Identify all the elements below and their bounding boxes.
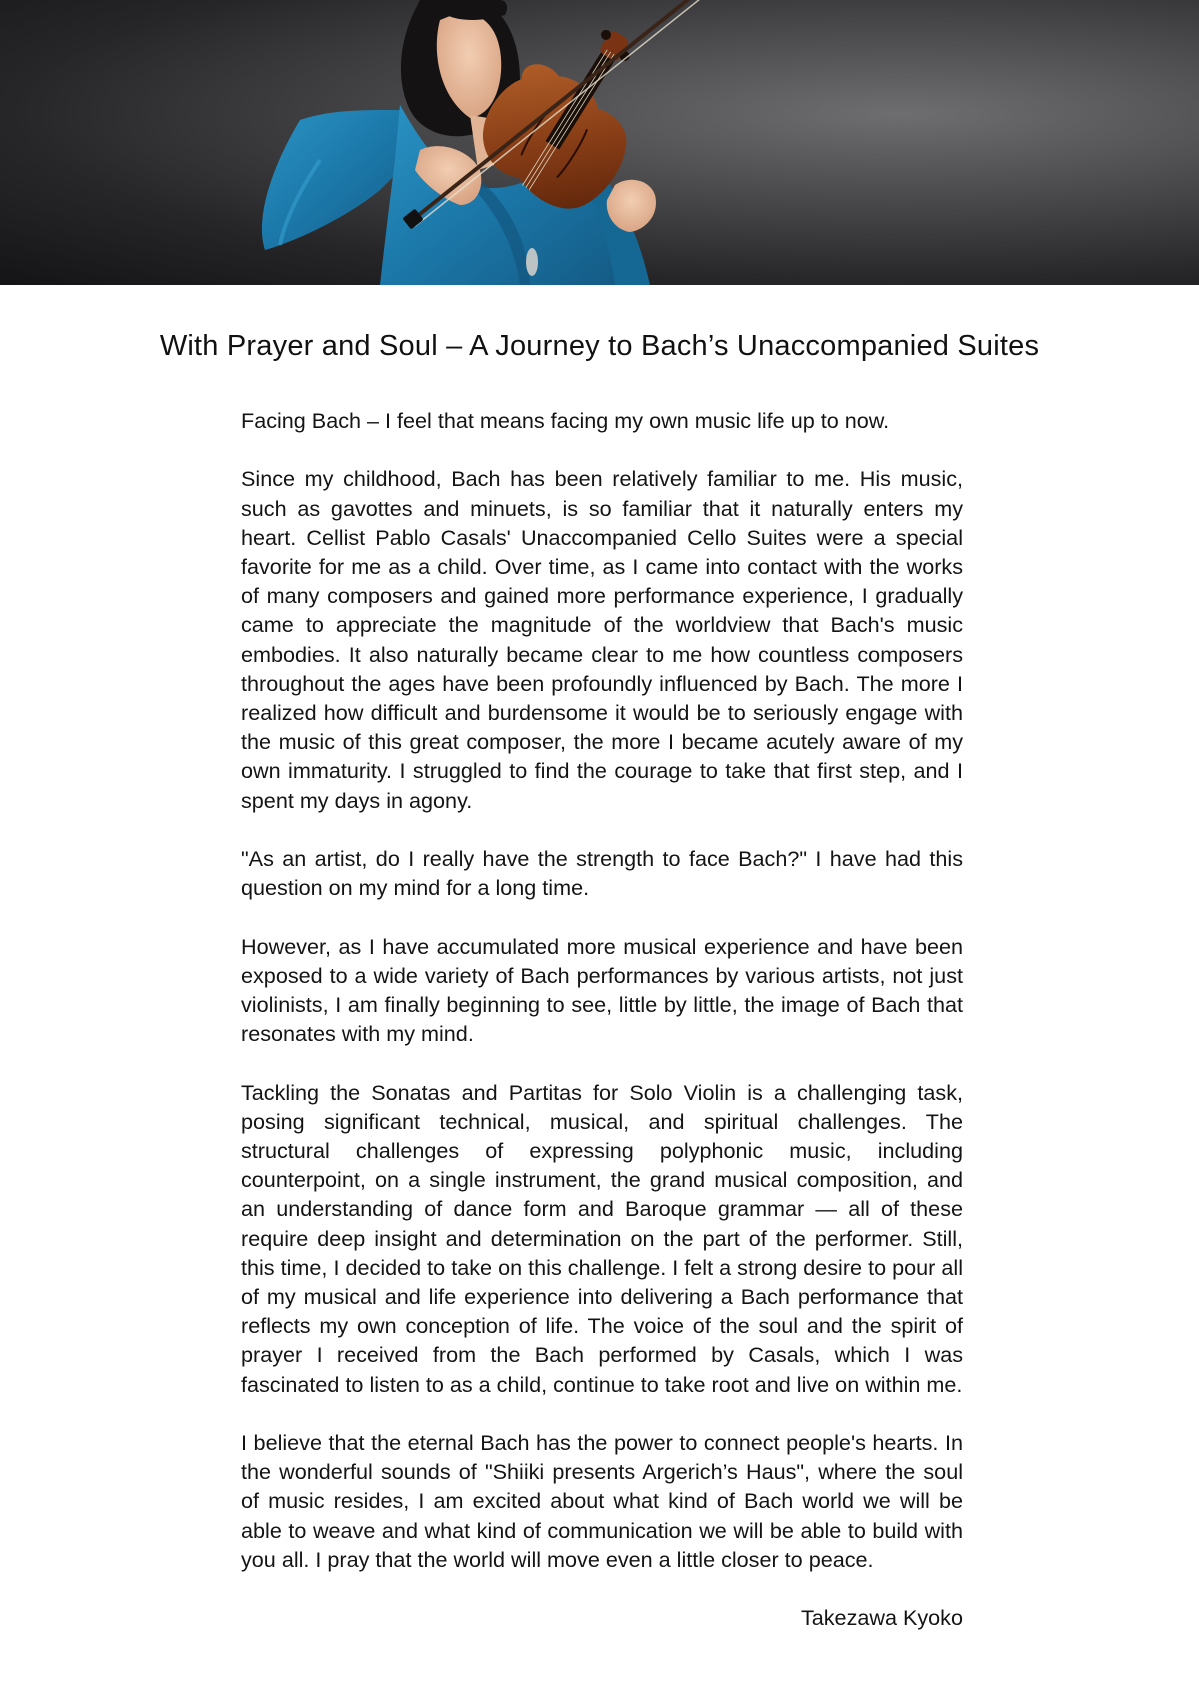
article-body <box>241 406 963 1632</box>
paragraph: However, as I have accumulated more musical experience and have been exposed to a wide variety of Bach performances by various artists, not just violinists, I am finally beginning to see, little by little, the image of Bach that resonates with my mind. <box>241 933 963 1047</box>
paragraph: "As an artist, do I really have the strength to face Bach?" I have had this question on my mind for a long time. <box>241 846 963 901</box>
paragraph: Since my childhood, Bach has been relatively familiar to me. His music, such as gavottes and minuets, is so familiar that it naturally enters my heart. Cellist Pablo Casals' Unaccompanied Cello Suites were a special favorite for me as a child. Over time, as I came into contact with the works of many composers and gained more performance experience, I gradually came to appreciate the magnitude of the worldview that Bach's music embodies. It also naturally became clear to me how countless composers throughout the ages have been profoundly influenced by Bach. The more I realized how difficult and burdensome it would be to seriously engage with the music of this great composer, the more I became acutely aware of my own immaturity. I struggled to find the courage to take that first step, and I spent my days in agony. <box>241 466 963 813</box>
violinist-photo <box>0 0 1199 285</box>
header-photo <box>0 0 1199 285</box>
paragraph: Tackling the Sonatas and Partitas for Solo Violin is a challenging task, posing significant technical, musical, and spiritual challenges. The structural challenges of expressing polyphonic music, including counterpoint, on a single instrument, the grand musical composition, and an understanding of dance form and Baroque grammar — all of these require deep insight and determination on the part of the performer. Still, this time, I decided to take on this challenge. I felt a strong desire to pour all of my musical and life experience into delivering a Bach performance that reflects my own conception of life. The voice of the soul and the spirit of prayer I received from the Bach performed by Casals, which I was fascinated to listen to as a child, continue to take root and live on within me. <box>241 1079 963 1397</box>
paragraph: Facing Bach – I feel that means facing my own music life up to now. <box>241 408 890 433</box>
author-signature: Takezawa Kyoko <box>800 1605 963 1631</box>
paragraph: I believe that the eternal Bach has the power to connect people's hearts. In the wonderful sounds of "Shiiki presents Argerich’s Haus", where the soul of music resides, I am excited about what kind of Bach world we will be able to weave and what kind of communication we will be able to build with you all. I pray that the world will move even a little closer to peace. <box>241 1430 963 1572</box>
page-title: With Prayer and Soul – A Journey to Bach’s Unaccompanied Suites <box>159 330 1040 362</box>
